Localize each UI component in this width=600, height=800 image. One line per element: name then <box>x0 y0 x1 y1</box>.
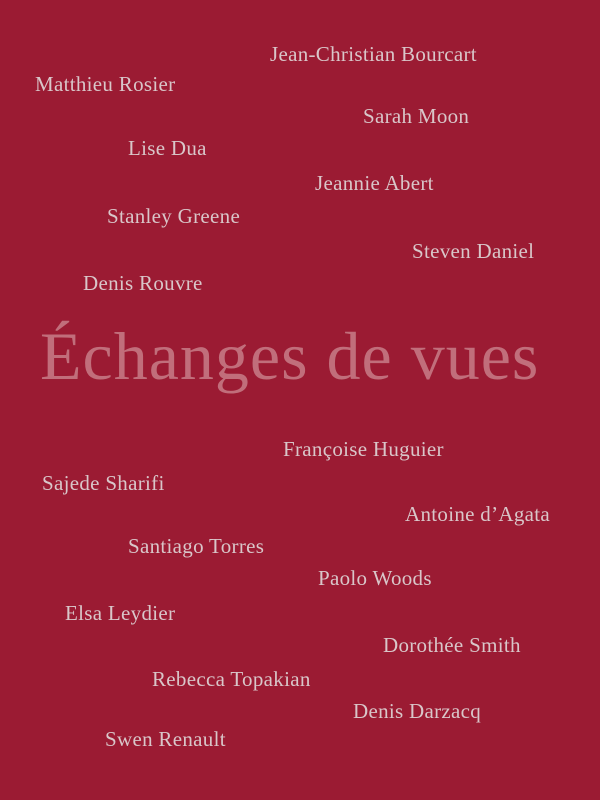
photographer-name-lise-dua: Lise Dua <box>128 136 207 160</box>
photographer-name-denis-rouvre: Denis Rouvre <box>83 271 203 295</box>
photographer-name-steven-daniel: Steven Daniel <box>412 239 535 263</box>
photographer-name-santiago-torres: Santiago Torres <box>128 534 265 558</box>
photographer-name-rebecca-topakian: Rebecca Topakian <box>152 667 311 691</box>
photographer-name-antoine-dagata: Antoine d’Agata <box>405 502 551 526</box>
photographer-name-sarah-moon: Sarah Moon <box>363 104 470 128</box>
photographer-name-swen-renault: Swen Renault <box>105 727 226 751</box>
poster-title: Échanges de vues <box>40 318 540 394</box>
photographer-name-jeannie-abert: Jeannie Abert <box>315 171 434 195</box>
photographer-name-matthieu-rosier: Matthieu Rosier <box>35 72 176 96</box>
photographer-name-denis-darzacq: Denis Darzacq <box>353 699 482 723</box>
photographer-name-sajede-sharifi: Sajede Sharifi <box>42 471 165 495</box>
photographer-name-paolo-woods: Paolo Woods <box>318 566 432 590</box>
photographer-name-dorothee-smith: Dorothée Smith <box>383 633 521 657</box>
photographer-name-stanley-greene: Stanley Greene <box>107 204 241 228</box>
photographer-name-francoise-huguier: Françoise Huguier <box>283 437 444 461</box>
photographer-name-jean-christian-bourcart: Jean-Christian Bourcart <box>270 42 477 66</box>
photographer-name-elsa-leydier: Elsa Leydier <box>65 601 176 625</box>
